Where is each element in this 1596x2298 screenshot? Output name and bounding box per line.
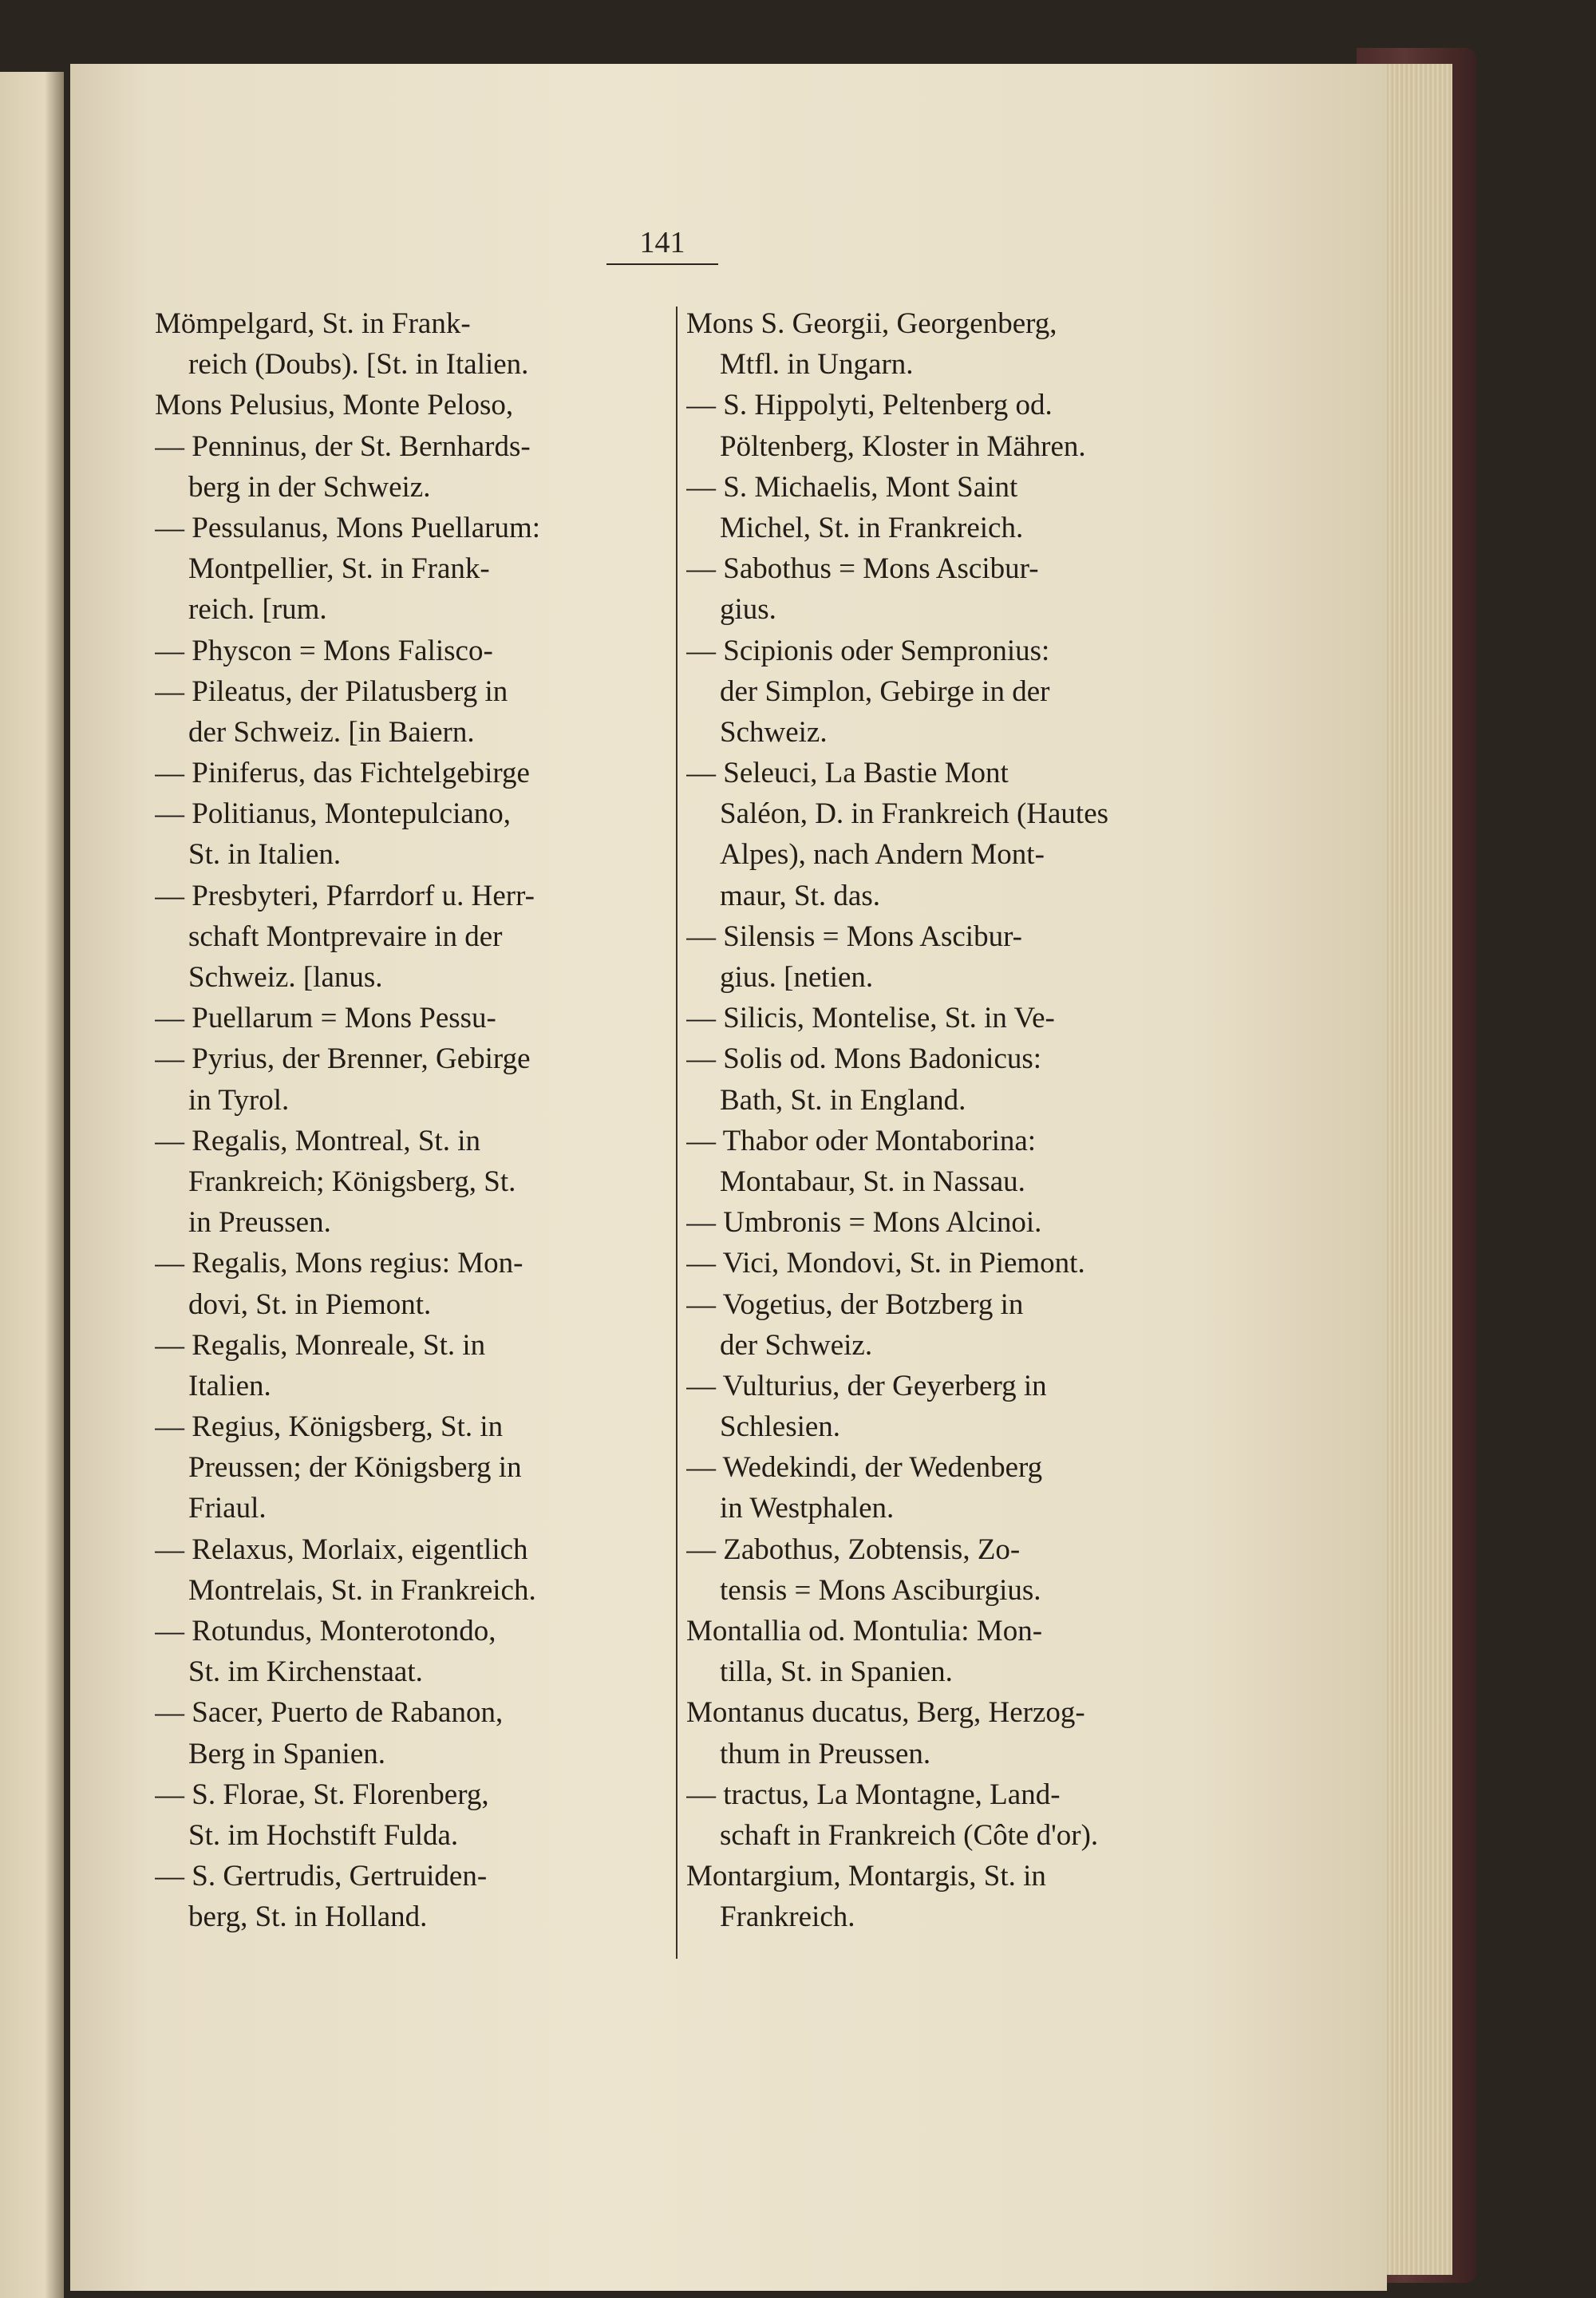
entry-line: — Silensis = Mons Ascibur- bbox=[686, 920, 1022, 953]
entry-line: Saléon, D. in Frankreich (Hautes bbox=[720, 797, 1109, 831]
entry-line: Schlesien. bbox=[720, 1410, 841, 1444]
entry-line: Italien. bbox=[188, 1369, 271, 1402]
entry-line: der Schweiz. [in Baiern. bbox=[188, 715, 475, 749]
entry-line: Bath, St. in England. bbox=[720, 1083, 966, 1117]
entry-line: Mtfl. in Ungarn. bbox=[720, 348, 914, 382]
entry-line: berg, St. in Holland. bbox=[188, 1900, 428, 1934]
entry-line: — Vici, Mondovi, St. in Piemont. bbox=[686, 1247, 1085, 1280]
entry-line: der Schweiz. bbox=[720, 1328, 873, 1362]
entry-line: Preussen; der Königsberg in bbox=[188, 1451, 522, 1485]
entry-line: — Regius, Königsberg, St. in bbox=[155, 1410, 504, 1444]
entry-line: Michel, St. in Frankreich. bbox=[720, 511, 1024, 544]
right-column bbox=[686, 303, 1181, 1938]
entry-line: — S. Florae, St. Florenberg, bbox=[155, 1778, 489, 1811]
entry-line: Alpes), nach Andern Mont- bbox=[720, 838, 1045, 872]
entry-line: tilla, St. in Spanien. bbox=[720, 1655, 953, 1689]
entry-line: — Politianus, Montepulciano, bbox=[155, 797, 512, 831]
entry-line: gius. bbox=[720, 593, 776, 627]
entry-line: St. in Italien. bbox=[188, 838, 342, 872]
entry-line: der Simplon, Gebirge in der bbox=[720, 674, 1050, 708]
entry-line: — Regalis, Montreal, St. in bbox=[155, 1124, 480, 1157]
entry-line: Montanus ducatus, Berg, Herzog- bbox=[686, 1696, 1085, 1730]
entry-line: — Zabothus, Zobtensis, Zo- bbox=[686, 1533, 1021, 1566]
entry-line: — Sacer, Puerto de Rabanon, bbox=[155, 1696, 504, 1730]
entry-line: — Pyrius, der Brenner, Gebirge bbox=[155, 1042, 531, 1076]
column-divider bbox=[676, 307, 678, 1959]
entry-line: schaft in Frankreich (Côte d'or). bbox=[720, 1818, 1099, 1852]
entry-line: Mons Pelusius, Monte Peloso, bbox=[155, 389, 514, 422]
left-column bbox=[155, 303, 659, 1938]
entry-line: Montpellier, St. in Frank- bbox=[188, 552, 490, 586]
entry-line: reich (Doubs). [St. in Italien. bbox=[188, 348, 529, 382]
entry-line: Frankreich; Königsberg, St. bbox=[188, 1165, 516, 1198]
entry-line: Berg in Spanien. bbox=[188, 1737, 385, 1770]
entry-line: berg in der Schweiz. bbox=[188, 470, 431, 504]
entry-line: reich. [rum. bbox=[188, 593, 327, 627]
entry-line: — Vogetius, der Botzberg in bbox=[686, 1287, 1024, 1321]
entry-line: — Presbyteri, Pfarrdorf u. Herr- bbox=[155, 879, 535, 912]
entry-line: Montrelais, St. in Frankreich. bbox=[188, 1573, 536, 1607]
entry-line: — Relaxus, Morlaix, eigentlich bbox=[155, 1533, 528, 1566]
entry-line: in Preussen. bbox=[188, 1206, 331, 1240]
entry-line: — Rotundus, Monterotondo, bbox=[155, 1615, 496, 1647]
entry-line: — Thabor oder Montaborina: bbox=[686, 1124, 1037, 1157]
entry-line: Mons S. Georgii, Georgenberg, bbox=[686, 307, 1057, 340]
entry-line: gius. [netien. bbox=[720, 961, 874, 994]
entry-line: — Silicis, Montelise, St. in Ve- bbox=[686, 1002, 1055, 1035]
entry-line: — Physcon = Mons Falisco- bbox=[155, 634, 493, 667]
entry-line: — Solis od. Mons Badonicus: bbox=[686, 1042, 1042, 1076]
entry-line: — tractus, La Montagne, Land- bbox=[686, 1778, 1061, 1811]
entry-line: — Scipionis oder Sempronius: bbox=[686, 634, 1050, 667]
entry-line: St. im Hochstift Fulda. bbox=[188, 1818, 459, 1852]
entry-line: in Westphalen. bbox=[720, 1492, 895, 1525]
entry-line: Frankreich. bbox=[720, 1900, 855, 1934]
entry-line: — Regalis, Monreale, St. in bbox=[155, 1328, 486, 1362]
entry-line: Schweiz. [lanus. bbox=[188, 961, 383, 994]
entry-line: dovi, St. in Piemont. bbox=[188, 1287, 432, 1321]
entry-line: — Pessulanus, Mons Puellarum: bbox=[155, 511, 541, 544]
entry-line: thum in Preussen. bbox=[720, 1737, 931, 1770]
entry-line: maur, St. das. bbox=[720, 879, 880, 912]
entry-line: Mömpelgard, St. in Frank- bbox=[155, 307, 471, 340]
entry-line: in Tyrol. bbox=[188, 1083, 290, 1117]
entry-line: schaft Montprevaire in der bbox=[188, 920, 503, 953]
entry-line: tensis = Mons Asciburgius. bbox=[720, 1573, 1041, 1607]
entry-line: Montallia od. Montulia: Mon- bbox=[686, 1615, 1043, 1647]
entry-line: — Pileatus, der Pilatusberg in bbox=[155, 674, 508, 708]
entry-line: Pöltenberg, Kloster in Mähren. bbox=[720, 429, 1086, 463]
entry-line: — S. Gertrudis, Gertruiden- bbox=[155, 1860, 488, 1893]
entry-line: — Piniferus, das Fichtelgebirge bbox=[155, 757, 530, 790]
entry-line: — S. Michaelis, Mont Saint bbox=[686, 470, 1018, 504]
entry-line: — Vulturius, der Geyerberg in bbox=[686, 1369, 1047, 1402]
entry-line: — Wedekindi, der Wedenberg bbox=[686, 1451, 1043, 1485]
entry-line: — Umbronis = Mons Alcinoi. bbox=[686, 1206, 1042, 1240]
previous-page-edge bbox=[0, 72, 64, 2298]
entry-line: — Puellarum = Mons Pessu- bbox=[155, 1002, 496, 1035]
entry-line: Montargium, Montargis, St. in bbox=[686, 1860, 1046, 1893]
entry-line: Montabaur, St. in Nassau. bbox=[720, 1165, 1025, 1198]
entry-line: — Regalis, Mons regius: Mon- bbox=[155, 1247, 523, 1280]
entry-line: Friaul. bbox=[188, 1492, 267, 1525]
entry-line: — Sabothus = Mons Ascibur- bbox=[686, 552, 1039, 586]
entry-line: — Penninus, der St. Bernhards- bbox=[155, 429, 531, 463]
entry-line: St. im Kirchenstaat. bbox=[188, 1655, 423, 1689]
page-number: 141 bbox=[606, 225, 718, 265]
entry-line: — Seleuci, La Bastie Mont bbox=[686, 757, 1009, 790]
entry-line: — S. Hippolyti, Peltenberg od. bbox=[686, 389, 1053, 422]
entry-line: Schweiz. bbox=[720, 715, 828, 749]
